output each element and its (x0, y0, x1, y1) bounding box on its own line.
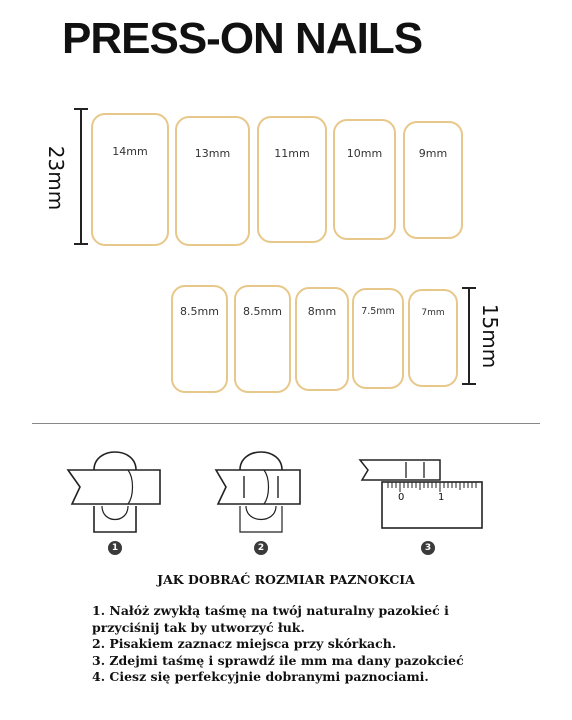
instruction-line: przyciśnij tak by utworzyć łuk. (92, 619, 305, 635)
nail-size-label: 7.5mm (361, 306, 395, 317)
length-label-short: 15mm (478, 303, 503, 369)
nail-size-8mm (295, 287, 349, 391)
length-indicator-short (468, 287, 470, 385)
nail-size-label: 8mm (307, 305, 337, 318)
length-indicator-long-bottom-cap (74, 243, 88, 245)
step-1-illustration (66, 440, 162, 536)
nail-size-label: 8.5mm (243, 305, 282, 318)
nail-size-8.5mm-b (234, 285, 291, 393)
instruction-line: 4. Ciesz się perfekcyjnie dobranymi paznociami. (92, 669, 429, 684)
instruction-line: 2. Pisakiem zaznacz miejsca przy skórkach. (92, 636, 397, 651)
nail-size-7.5mm (352, 288, 404, 389)
step-2-illustration (206, 440, 302, 536)
page-title: PRESS-ON NAILS (62, 14, 423, 63)
ruler-mark-0: 0 (398, 492, 405, 503)
nail-size-label: 13mm (194, 147, 231, 160)
step-2-badge: 2 (254, 541, 268, 555)
instruction-line: 1. Nałóż zwykłą taśmę na twój naturalny pazokieć i (92, 603, 449, 618)
nail-size-10mm (333, 119, 396, 240)
nail-size-label: 7mm (421, 308, 445, 318)
nail-size-7mm (408, 289, 458, 387)
nail-size-13mm (175, 116, 250, 246)
length-indicator-long-top-cap (74, 108, 88, 110)
nail-size-8.5mm-a (171, 285, 228, 393)
nail-size-11mm (257, 116, 327, 243)
length-label-long: 23mm (44, 145, 69, 211)
section-divider (32, 423, 540, 424)
step-3-badge: 3 (421, 541, 435, 555)
length-indicator-short-bottom-cap (462, 383, 476, 385)
nail-size-label: 10mm (346, 147, 383, 160)
step-1-badge: 1 (108, 541, 122, 555)
nail-size-label: 9mm (418, 147, 448, 160)
step-3-illustration (356, 452, 486, 536)
howto-heading: JAK DOBRAĆ ROZMIAR PAZNOKCIA (157, 572, 415, 587)
instructions-list (92, 603, 562, 686)
nail-size-label: 11mm (274, 147, 310, 160)
nail-size-label: 8.5mm (180, 305, 219, 318)
nail-size-label: 14mm (112, 145, 148, 158)
length-indicator-long (80, 108, 82, 245)
instruction-line: 3. Zdejmi taśmę i sprawdź ile mm ma dany pazokcieć (92, 652, 464, 668)
length-indicator-short-top-cap (462, 287, 476, 289)
nail-size-9mm (403, 121, 463, 239)
ruler-mark-1: 1 (438, 492, 445, 503)
nail-size-14mm (91, 113, 169, 246)
